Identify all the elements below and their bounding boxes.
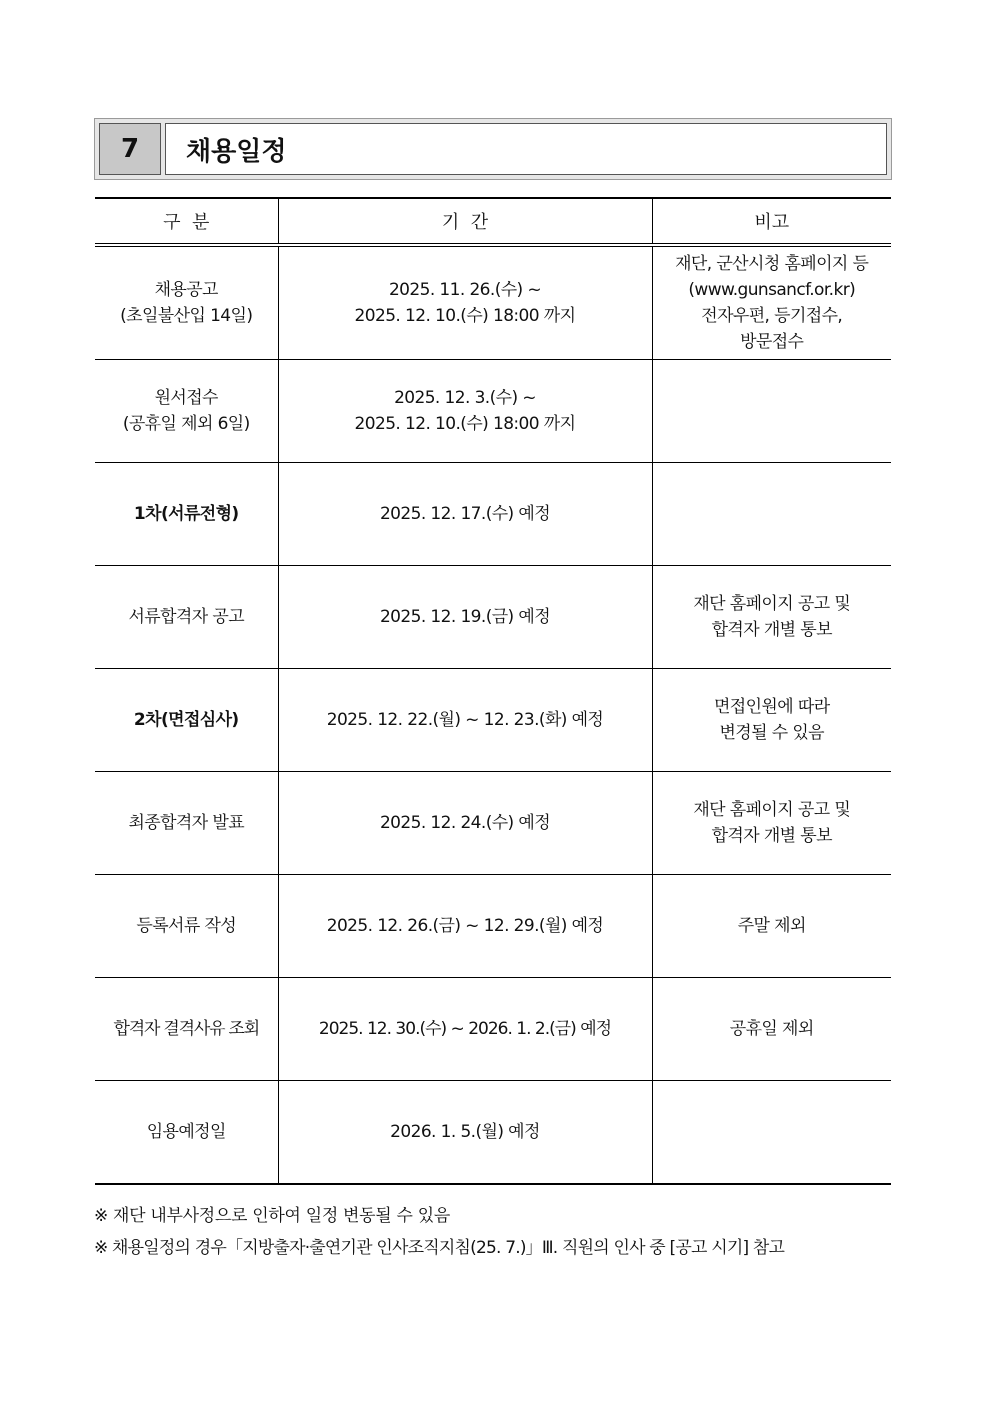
row-period: 2025. 12. 30.(수) ~ 2026. 1. 2.(금) 예정 <box>278 978 652 1081</box>
footnote: ※ 재단 내부사정으로 인하여 일정 변동될 수 있음 <box>94 1206 450 1226</box>
row-note: 재단 홈페이지 공고 및 합격자 개별 통보 <box>652 566 891 669</box>
row-category: 채용공고 (초일불산입 14일) <box>95 245 278 360</box>
row-category: 등록서류 작성 <box>95 875 278 978</box>
section-header <box>94 118 892 180</box>
header-category: 구 분 <box>95 198 278 245</box>
header-period: 기 간 <box>278 198 652 245</box>
table-row <box>95 669 891 772</box>
row-category: 1차(서류전형) <box>95 463 278 566</box>
table-row <box>95 245 891 360</box>
table-row <box>95 978 891 1081</box>
row-note: 면접인원에 따라 변경될 수 있음 <box>652 669 891 772</box>
row-category: 서류합격자 공고 <box>95 566 278 669</box>
table-row <box>95 772 891 875</box>
table-row <box>95 566 891 669</box>
section-title: 채용일정 <box>165 123 887 175</box>
row-period: 2025. 12. 3.(수) ~ 2025. 12. 10.(수) 18:00 까지 <box>278 360 652 463</box>
row-category: 합격자 결격사유 조회 <box>95 978 278 1081</box>
row-period: 2025. 12. 22.(월) ~ 12. 23.(화) 예정 <box>278 669 652 772</box>
row-category: 2차(면접심사) <box>95 669 278 772</box>
row-period: 2025. 12. 17.(수) 예정 <box>278 463 652 566</box>
footnote: ※ 채용일정의 경우「지방출자·출연기관 인사조직지침(25. 7.)」Ⅲ. 직원의 인사 중 [공고 시기] 참고 <box>94 1238 785 1258</box>
footnotes <box>94 1200 894 1264</box>
row-note <box>652 1081 891 1185</box>
row-period: 2026. 1. 5.(월) 예정 <box>278 1081 652 1185</box>
row-period: 2025. 12. 24.(수) 예정 <box>278 772 652 875</box>
row-note <box>652 360 891 463</box>
row-note: 재단 홈페이지 공고 및 합격자 개별 통보 <box>652 772 891 875</box>
header-note: 비고 <box>652 198 891 245</box>
row-note: 공휴일 제외 <box>652 978 891 1081</box>
row-note: 주말 제외 <box>652 875 891 978</box>
schedule-table <box>95 197 891 1185</box>
row-period: 2025. 11. 26.(수) ~ 2025. 12. 10.(수) 18:00 까지 <box>278 245 652 360</box>
table-header-row <box>95 198 891 245</box>
row-period: 2025. 12. 26.(금) ~ 12. 29.(월) 예정 <box>278 875 652 978</box>
table-row <box>95 875 891 978</box>
row-note <box>652 463 891 566</box>
row-note: 재단, 군산시청 홈페이지 등 (www.gunsancf.or.kr) 전자우편, 등기접수, 방문접수 <box>652 245 891 360</box>
row-category: 최종합격자 발표 <box>95 772 278 875</box>
table-row <box>95 1081 891 1185</box>
row-category: 임용예정일 <box>95 1081 278 1185</box>
table-row <box>95 360 891 463</box>
row-period: 2025. 12. 19.(금) 예정 <box>278 566 652 669</box>
table-row <box>95 463 891 566</box>
row-category: 원서접수 (공휴일 제외 6일) <box>95 360 278 463</box>
section-number: 7 <box>99 123 161 175</box>
